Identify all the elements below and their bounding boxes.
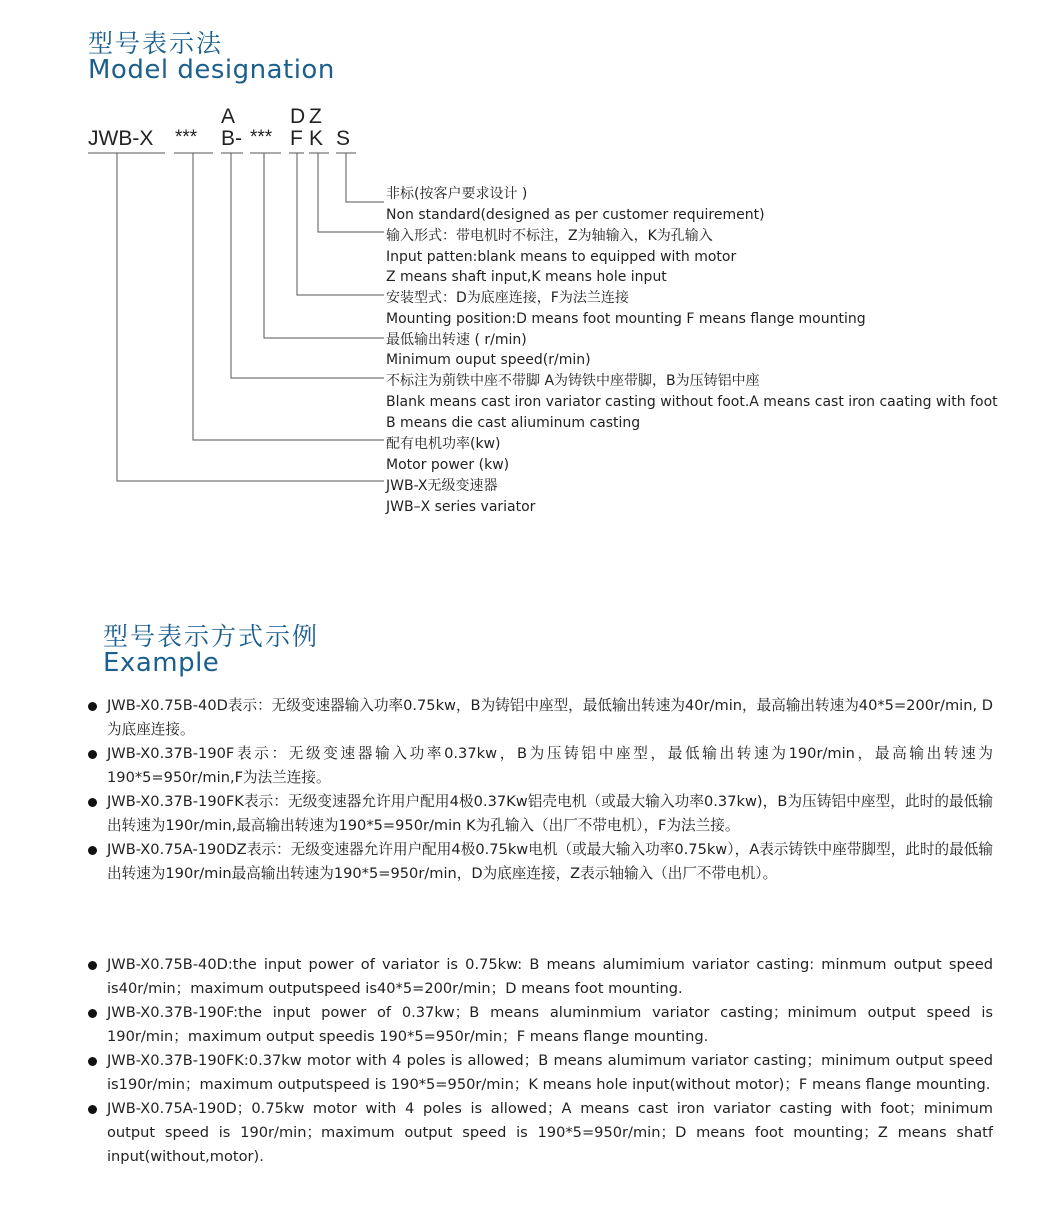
list-item: JWB-X0.75A-190DZ表示：无级变速器允许用户配用4极0.75kw电机（或最大输入功率0.75kw），A表示铸铁中座带脚型，此时的最低输出转速为190r/min最高输出转速为190*5=950r/min，D为底座连接，Z表示轴输入（出厂不带电机）。 xyxy=(88,838,993,886)
example-list-cn xyxy=(88,694,993,886)
desc-mounting-cn: 安装型式：D为底座连接，F为法兰连接 xyxy=(386,290,629,306)
code-speed-stars: *** xyxy=(250,127,273,148)
code-f: F xyxy=(290,127,303,150)
list-item: JWB-X0.37B-190F:the input power of 0.37kw；B means aluminmium variator casting；minimum output speed is 190r/min；maximum output speedis 190*5=950r/min；F means flange mounting. xyxy=(88,1001,993,1049)
code-k: K xyxy=(309,127,324,150)
bullet-icon xyxy=(88,750,97,759)
code-b: B- xyxy=(221,127,242,150)
desc-mounting-en: Mounting position:D means foot mounting F means flange mounting xyxy=(386,311,866,327)
code-d: D xyxy=(290,105,306,128)
code-power-stars: *** xyxy=(175,127,198,148)
desc-speed-en: Minimum ouput speed(r/min) xyxy=(386,352,591,368)
example-list-en xyxy=(88,953,993,1169)
list-item: JWB-X0.37B-190FK:0.37kw motor with 4 poles is allowed；B means alumimum variator casting；minimum output speed is190r/min；maximum outputspeed is 190*5=950r/min；K means hole input(without motor)；F means flange mounting. xyxy=(88,1049,993,1097)
desc-power-cn: 配有电机功率(kw) xyxy=(386,436,501,452)
bullet-icon xyxy=(88,1009,97,1018)
bullet-icon xyxy=(88,702,97,711)
list-item: JWB-X0.37B-190F表示：无级变速器输入功率0.37kw，B为压铸铝中座型，最低输出转速为190r/min，最高输出转速为190*5=950r/min,F为法兰连接。 xyxy=(88,742,993,790)
bullet-icon xyxy=(88,1105,97,1114)
desc-casting-en-2: B means die cast aliuminum casting xyxy=(386,415,641,431)
example-title-cn: 型号表示方式示例 xyxy=(103,622,320,651)
desc-series-cn: JWB-X无级变速器 xyxy=(386,478,498,494)
desc-input-cn: 输入形式：带电机时不标注，Z为轴输入，K为孔输入 xyxy=(386,228,713,244)
code-z: Z xyxy=(309,105,322,128)
list-item: JWB-X0.75B-40D表示：无级变速器输入功率0.75kw，B为铸铝中座型，最低输出转速为40r/min，最高输出转速为40*5=200r/min, D为底座连接。 xyxy=(88,694,993,742)
code-s: S xyxy=(336,127,351,150)
desc-nonstandard-cn: 非标(按客户要求设计 ) xyxy=(386,186,528,202)
desc-casting-en-1: Blank means cast iron variator casting without foot.A means cast iron caating with foot xyxy=(386,394,998,410)
bullet-icon xyxy=(88,798,97,807)
desc-speed-cn: 最低输出转速 ( r/min) xyxy=(386,332,527,348)
list-item: JWB-X0.37B-190FK表示：无级变速器允许用户配用4极0.37Kw铝壳电机（或最大输入功率0.37kw)，B为压铸铝中座型，此时的最低输出转速为190r/min,最高输出转速为190*5=950r/min K为孔输入（出厂不带电机），F为法兰接。 xyxy=(88,790,993,838)
bullet-icon xyxy=(88,1057,97,1066)
code-prefix: JWB-X xyxy=(88,127,154,150)
desc-input-en-2: Z means shaft input,K means hole input xyxy=(386,269,667,285)
desc-nonstandard-en: Non standard(designed as per customer requirement) xyxy=(386,207,765,223)
desc-power-en: Motor power (kw) xyxy=(386,457,510,473)
desc-series-en: JWB–X series variator xyxy=(386,499,536,515)
desc-input-en-1: Input patten:blank means to equipped with motor xyxy=(386,249,737,265)
designation-title-en: Model designation xyxy=(88,55,335,85)
bullet-icon xyxy=(88,846,97,855)
list-item: JWB-X0.75B-40D:the input power of variator is 0.75kw: B means alumimium variator casting: minmum output speed is40r/min；maximum outputspeed is40*5=200r/min；D means foot mounting. xyxy=(88,953,993,1001)
bullet-icon xyxy=(88,961,97,970)
example-title-en: Example xyxy=(103,648,220,678)
list-item: JWB-X0.75A-190D；0.75kw motor with 4 poles is allowed；A means cast iron variator casting with foot；minimum output speed is 190r/min；maximum output speed is 190*5=950r/min；D means foot mounting；Z means shatf input(without,motor). xyxy=(88,1097,993,1169)
desc-casting-cn: 不标注为莂铁中座不带脚 A为铸铁中座带脚，B为压铸铝中座 xyxy=(386,373,760,389)
code-a: A xyxy=(221,105,236,128)
designation-title-cn: 型号表示法 xyxy=(88,29,224,58)
